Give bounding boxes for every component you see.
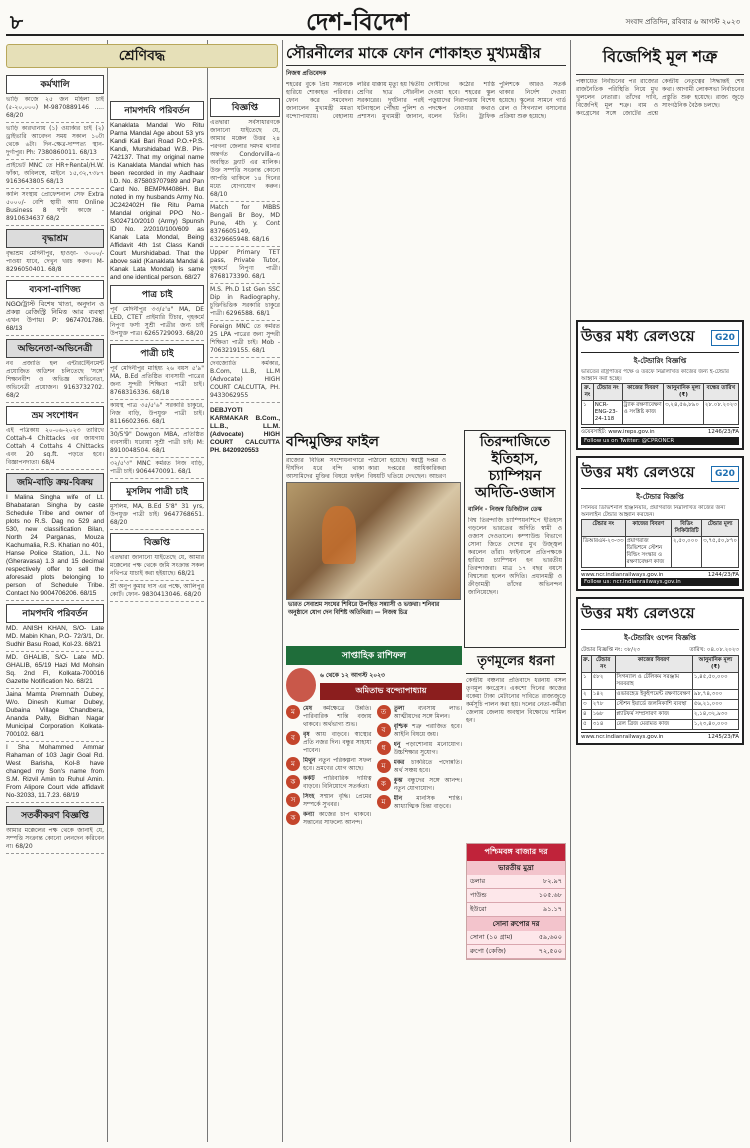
tender-cell: ১,৪৫,৫০,০০০ — [692, 673, 738, 690]
classified-ad: আমার মক্কেলের পক্ষ থেকে জানাই যে, সম্পত্তি সংক্রান্ত কোনো লেনদেন করিবেন না। 68/20 — [6, 827, 104, 854]
rashi-item — [286, 793, 372, 809]
tender-cell: ৫ — [582, 720, 592, 730]
rashi-sign: মেষ — [303, 705, 323, 712]
news-photo — [286, 482, 461, 600]
rate-cell: ৯১.১৭ — [510, 903, 565, 917]
bjp-body: পঞ্চায়েত নির্বাচনের পর রাজ্যের রাজনৈতিক পরিস্থিতি নিয়ে মুখ খুললেন নেতারা। তাঁদের দাবি, বিজেপিই মূল শত্রু। বাম ও কংগ্রেসের সঙ্গে জোটের প্রশ্নে কেন্দ্রীয় নেতৃত্বের সিদ্ধান্তই শেষ কথা। আগামী লোকসভা নির্বাচনের প্রস্তুতি শুরু হয়েছে। রাজ্য জুড়ে সাংগঠনিক বৈঠক চলছে। — [576, 78, 744, 117]
social-strip: Follow us: ncr.indianrailways.gov.in — [581, 578, 739, 586]
social-strip: Follow us on Twitter: @CPRONCR — [581, 437, 739, 445]
gold-rates-table — [467, 931, 565, 959]
tender-cell: ১৪২ — [591, 690, 615, 700]
page-number: ৮ — [10, 10, 23, 34]
classified-banner-title: শ্রেণিবদ্ধ — [6, 44, 278, 68]
tender-footer — [581, 732, 739, 740]
tender-cell: ৩ — [582, 700, 592, 710]
tender-cell: প্রয়াগরাজ ডিভিশনে স্টেশন বিল্ডিং সংস্কার ও রক্ষণাবেক্ষণ কাজ — [625, 537, 671, 568]
tender-row — [582, 700, 739, 710]
tender-ref: 1246/23/FA — [707, 429, 739, 435]
classified-column-3 — [210, 72, 280, 1142]
tender-cell: ২৮.০৮.২০২৩ — [703, 401, 738, 425]
tender-header-cell: ক্র. নং — [582, 384, 594, 401]
rashi-prediction: কাজের চাপ থাকবে। সন্তানের সাফল্যে আনন্দ। — [303, 811, 372, 826]
classified-column-1 — [6, 72, 104, 1142]
rashi-text — [394, 705, 463, 721]
rashi-prediction: চাকরিতে পদোন্নতি। অর্থ সঞ্চয় হবে। — [393, 759, 462, 774]
tender-cell: ৪ — [582, 710, 592, 720]
rashi-item — [377, 723, 463, 739]
rashi-prediction: নতুন পরিকল্পনা সফল হবে। ভ্রমণের যোগ আছে। — [303, 757, 372, 772]
rashi-item — [286, 731, 372, 755]
tender-intro: সিনিয়র ডিভিশনাল ইঞ্জিনিয়ার, প্রয়াগরাজ নিম্নলিখিত কাজের জন্য অনলাইন টেন্ডার আহ্বান করছেন। — [581, 505, 726, 518]
rashi-sign: সিংহ — [303, 793, 320, 800]
tender-title: ই-টেন্ডারিং বিজ্ঞপ্তি — [633, 357, 687, 365]
tender-cell: ৩,৭৫,৫০,৮৭০ — [702, 537, 739, 568]
tender-table — [581, 655, 739, 730]
rashi-prediction: কর্মক্ষেত্রে উন্নতি। পারিবারিক শান্তি বজায় থাকবে। অর্থভাগ্য শুভ। — [303, 705, 372, 728]
tender-cell: ১৬৮ — [591, 710, 615, 720]
zodiac-icon: ক — [377, 777, 391, 791]
prisoner-body: রাজ্যের বিভিন্ন সংশোধনাগারে দীর্ঘদিন ধরে বন্দি থাকা আসামিদের মুক্তির বিষয়ে ফাইল পাঠানো হয়েছে। স্বরাষ্ট্র দপ্তর ও কারা দপ্তরের আধিকারিকরা বিষয়টি খতিয়ে দেখছেন। আচরণ — [286, 457, 446, 480]
sports-story — [464, 430, 566, 648]
rate-row — [467, 903, 565, 917]
rate-row — [467, 875, 565, 889]
tender-header-cell: টেন্ডার নং — [593, 384, 622, 401]
classified-ad: পূর্ব মেদিনীপুর মাহিষ্য ২৬ বয়স ৫'৯" MA, B.Ed প্রতিষ্ঠিত ব্যবসায়ী পাত্রের জন্য সুন্দরী শিক্ষিতা পাত্রী চাই। 8768316336. 68/18 — [110, 365, 204, 400]
tender-row — [582, 720, 739, 730]
classified-ad: কালি সংস্থায় প্রোফেশনাল সেফ Extra ৫০০০/- বেশি স্থায়ী আয় Online Business 8 ঘণ্টা কাজে - 8910634637 68/2 — [6, 191, 104, 226]
bjp-story — [576, 44, 744, 316]
tender-ref: 1244/23/FA — [707, 572, 739, 578]
railway-ad-header — [581, 461, 739, 489]
tender-cell: NCR-ENG-23-24-118 — [593, 401, 622, 425]
category-heading: বিজ্ঞপ্তি — [210, 98, 280, 117]
tender-cell: স্টেশন ইয়ার্ডে জলনিকাশি ব্যবস্থা — [615, 700, 692, 710]
tender-cell: ৩,২৪,৫৬,৮৯০ — [664, 401, 704, 425]
notice-number: টেন্ডার বিজ্ঞপ্তি নং: ৩৮/২৩ — [581, 647, 641, 653]
category-heading: বৃদ্ধাশ্রম — [6, 229, 104, 248]
market-widget-sub2: সোনা রুপোর দর — [467, 917, 565, 931]
railway-ads-column — [576, 320, 744, 1142]
tender-header-cell: আনুমানিক মূল্য (₹) — [692, 656, 738, 673]
category-heading: নামপদবি পরিবর্তন — [6, 604, 104, 623]
advocate-signature: DEBJYOTI KARMAKAR B.Com., LL.B., LL.M. (Advocate) HIGH COURT CALCUTTA PH. 8420920553 — [210, 407, 280, 454]
rashi-text — [303, 731, 372, 755]
zodiac-icon: ক — [286, 775, 300, 789]
rashi-item — [286, 705, 372, 729]
rashi-prediction: সম্মান বৃদ্ধি। প্রেমের সম্পর্কে সুখবর। — [303, 793, 372, 808]
rashi-item — [286, 811, 372, 827]
zodiac-icon: ব — [377, 723, 391, 737]
classified-ad: Upper Primary TET pass, Private Tutor, গৃহকর্মে নিপুণা পাত্রী। 8768173390. 68/1 — [210, 249, 280, 284]
tender-header-cell: বিডিং সিকিউরিটি — [671, 520, 701, 537]
rashi-item — [377, 741, 463, 757]
rashi-text — [394, 795, 463, 811]
rashi-text — [394, 741, 463, 757]
astrologer-avatar — [286, 668, 316, 702]
rashi-prediction: বন্ধুদের সঙ্গে আনন্দ। নতুন যোগাযোগ। — [393, 777, 462, 792]
tender-cell: ৫৬,২১,০০০ — [692, 700, 738, 710]
tender-footer — [581, 427, 739, 437]
tender-website: www.ncr.indianrailways.gov.in — [581, 734, 664, 740]
tender-cell: ২,৫০,০০০ — [671, 537, 701, 568]
classified-ad: শ্রী অনুপ কুমার দাস এর পক্ষে, আলিপুর কোর্ট। ফোন- 9830413046. 68/20 — [110, 583, 204, 602]
classified-ad: I Malina Singha wife of Lt. Bhabataran Singha by caste Schedule Tribe and owner of plots no R.S. Dag no 529 and 530, new classification Bilan, North 24 Parganas, Mouza Kachumalia, R.S. Khatian no 401, Hanse Police Station, J.L. No (Gheravasa) 1.3 and 15 decimal respectively offer to sell the aforesaid plots belonging to person of Schedule Tribe. Contact No 9004706206. 68/15 — [6, 494, 104, 601]
tender-header-cell: টেন্ডার নং — [591, 656, 615, 673]
classified-ad: Match for MBBS Bengali Br Boy, MD Pune, 4th y. Cont 8376605149, 6329665948. 68/16 — [210, 204, 280, 247]
astrologer-name: অমিতাভ বন্দ্যোপাধ্যায় — [320, 683, 462, 700]
classified-ad: M.S. Ph.D 1st Gen SSC Dip in Radiography, চুক্তিভিত্তিক সরকারি চাকুরে পাত্রী। 6296588. 68/1 — [210, 286, 280, 321]
tender-header-cell: টেন্ডার মূল্য — [702, 520, 739, 537]
category-heading: ভ্রম সংশোধন — [6, 406, 104, 425]
classified-ad: পূর্ব মেদিনীপুর ৩৩/৫'৪" MA, DE LED, CTET প্রাইমারি টিচার, গৃহকর্মে নিপুণা ফর্সা সুশ্রী পাত্রীর জন্য চাই উপযুক্ত পাত্র। 6265729093. 68/20 — [110, 306, 204, 341]
classified-ad: ভাড়ি কাজে ২৫ জন মহিলা চাই (৫-২০,০০০) M-9870889146 ..... 68/20 — [6, 96, 104, 123]
railway-name: উত্তর মধ্য রেলওয়ে — [581, 463, 695, 481]
classified-ad: এতদ্বারা সর্বসাধারণকে জানানো যাইতেছে যে, আমার মক্কেল উত্তর ২৪ পরগনা জেলার দমদম থানার অন্তর্গত Condorvilla-এ অবস্থিত ফ্ল্যাট এর মালিক। উক্ত সম্পত্তি সংক্রান্ত কোনো আপত্তি থাকিলে ১৪ দিনের মধ্যে যোগাযোগ করুন। 68/10 — [210, 119, 280, 202]
tender-header-cell: কাজের বিবরণ — [622, 384, 663, 401]
tender-ref: 1245/23/FA — [707, 734, 739, 740]
column-rule — [570, 40, 571, 1142]
g20-logo-icon: G20 — [711, 330, 739, 346]
rashi-sign: তুলা — [393, 705, 418, 712]
tender-cell: ৩১৪ — [591, 720, 615, 730]
rate-cell: ৭২,৫০০ — [528, 945, 565, 959]
tender-website: ওয়েবসাইট: www.ireps.gov.in — [581, 429, 655, 435]
category-heading: কর্মখালি — [6, 75, 104, 94]
rashi-text — [303, 793, 372, 809]
classified-ad: Jaina Mamta Premnath Dubey, W/o. Dinesh Kumar Dubey, Dubaina Village 'Chandbera, Ananda Palty, Bidhan Nagar Municipal Corporation Kolkata-700102. 68/1 — [6, 691, 104, 742]
railway-tender-ad — [576, 597, 744, 745]
category-heading: পাত্রী চাই — [110, 344, 204, 363]
tender-cell: প্ল্যাটফর্ম সম্প্রসারণ কাজ — [615, 710, 692, 720]
currency-rates-table — [467, 875, 565, 917]
classified-ad: NGO/ট্রাস্ট বিশেষ খাতা, অনুদান ও প্রকল্প রেজিস্ট্রি নিমিত্ত আর ব্যবস্থা এখন উপায়। P: 9674701786. 68/13 — [6, 301, 104, 336]
railway-name: উত্তর মধ্য রেলওয়ে — [581, 327, 695, 345]
railway-name: উত্তর মধ্য রেলওয়ে — [581, 604, 695, 622]
rashifal-section — [286, 646, 462, 1142]
tender-table — [581, 383, 739, 425]
classified-ad: নব প্রজাতি হল এন্টারটেইনমেন্ট প্রযোজিত অডিশন চলিতেছে 'সঙ্গে' শিক্ষানবীশ ও অভিজ্ঞ অভিনেতা, অভিনেত্রী প্রয়োজন। 9163732702. 68/2 — [6, 360, 104, 403]
lead-story — [286, 44, 566, 424]
rate-cell: ডলার — [467, 875, 510, 889]
tmc-body: কেন্দ্রীয় বঞ্চনার প্রতিবাদে ধরনায় বসল তৃণমূল কংগ্রেস। একশো দিনের কাজের বকেয়া টাকা মেটানোর দাবিতে রাজ্যজুড়ে কর্মসূচি পালন করা হয়। দলের নেতা-কর্মীরা জেলায় জেলায় অবস্থান বিক্ষোভে শামিল হন। — [466, 677, 566, 724]
tender-cell: ১ — [582, 673, 592, 690]
rashi-sign: বৃশ্চিক — [393, 723, 413, 730]
lead-body: শহরের বুকে প্রিয় সন্তানকে হারিয়ে শোকাহত পরিবার। ফোন করে সমবেদনা জানালেন মুখ্যমন্ত্রী মমতা বন্দ্যোপাধ্যায়। বেহালায় লরির ধাক্কায় মৃত্যু হয় দ্বিতীয় শ্রেণির ছাত্র সৌরনীল সরকারের। দুর্ঘটনার পরই ঘটনাস্থলে পৌঁছয় পুলিশ ও প্রশাসন। মুখ্যমন্ত্রী জানান, দোষীদের কঠোর শাস্তি দেওয়া হবে। শহরের স্কুল পড়ুয়াদের নিরাপত্তায় বিশেষ পদক্ষেপ নেওয়ার কথাও বলেন তিনি। ট্রাফিক পুলিশকে আরও সতর্ক থাকার নির্দেশ দেওয়া হয়েছে। স্কুলের সামনে গার্ড রেল ও সিগন্যাল বসানোর প্রক্রিয়া শুরু হয়েছে। — [286, 81, 566, 120]
category-heading: বিজ্ঞপ্তি — [110, 533, 204, 552]
rashi-sign: মিথুন — [303, 757, 319, 764]
tender-header-row — [582, 520, 739, 537]
prisoner-story — [286, 430, 446, 480]
news-photo-block — [286, 482, 461, 642]
tender-header-cell: টেন্ডার নং — [582, 520, 626, 537]
tender-table — [581, 519, 739, 568]
classified-ad: এই পত্রিকায় ২০-০৬-২০২৩ তারিখে Cottah-4 Chittacks এর জায়গায় Cottah 4 Cottahs 4 Chittacks এবং 20 sq.ft. পড়তে হবে। বিজ্ঞাপনদাতা। 68/4 — [6, 427, 104, 470]
rashi-prediction: মানসিক শান্তি। আধ্যাত্মিক চিন্তা বাড়বে। — [393, 795, 462, 810]
market-widget-sub1: ভারতীয় মুদ্রা — [467, 861, 565, 875]
classified-ad: এতদ্বারা জানানো যাইতেছে যে, আমার মক্কেলের পক্ষ থেকে জমি সংক্রান্ত সকল নথিপত্র যাচাই করা হইয়াছে। 68/21 — [110, 554, 204, 581]
railway-tender-ad — [576, 456, 744, 591]
rashi-prediction: পড়াশোনায় মনোযোগ। উচ্চশিক্ষার সুযোগ। — [393, 741, 462, 756]
tender-title: ই-টেন্ডার বিজ্ঞপ্তি — [636, 493, 684, 501]
column-rule — [107, 40, 108, 1142]
rashifal-header — [286, 668, 462, 702]
tender-cell: ২৭৮ — [591, 700, 615, 710]
rashi-sign: কর্কট — [303, 775, 324, 782]
column-rule — [282, 40, 283, 1142]
rashi-list — [286, 705, 462, 827]
classified-ad: 30/5'9" Dowgon MBA, প্রতিষ্ঠিত ব্যবসায়ী। ঘরোয়া সুশ্রী পাত্রী চাই। M: 8910048504. 68/1 — [110, 431, 204, 458]
rate-row — [467, 945, 565, 959]
rate-cell: পাউন্ড — [467, 889, 510, 903]
tender-cell: ৯৮,৭৪,৩০০ — [692, 690, 738, 700]
notice-line — [581, 646, 739, 655]
classified-ad: প্রাইভেট MNC তে HR+Rental/H.W. ফাঁকা, অবিলম্বে, মাইনে ১৫,৩২,৭৩৮৭ 9163643805 68/13 — [6, 162, 104, 189]
rashi-text — [394, 777, 463, 793]
zodiac-icon: স — [286, 793, 300, 807]
classified-column-2 — [110, 98, 204, 1142]
lead-byline: নিজস্ব প্রতিবেদক — [286, 70, 327, 77]
rashi-prediction: পারিবারিক দায়িত্ব বাড়বে। বিনিয়োগে সতর্কতা। — [303, 775, 372, 790]
rashifal-title: সাপ্তাহিক রাশিফল — [286, 646, 462, 665]
tender-cell: ট্র্যাক রক্ষণাবেক্ষণ ও সংশ্লিষ্ট কাজ — [622, 401, 663, 425]
zodiac-icon: ম — [377, 759, 391, 773]
tender-cell: ওভারহেড ইকুইপমেন্ট রক্ষণাবেক্ষণ — [615, 690, 692, 700]
tender-website: www.ncr.indianrailways.gov.in — [581, 572, 664, 578]
zodiac-icon: ত — [377, 705, 391, 719]
tender-header-cell: কাজের বিবরণ — [625, 520, 671, 537]
tender-cell: ২ — [582, 690, 592, 700]
rashi-item — [286, 775, 372, 791]
rate-cell: ৮২.৯৭ — [510, 875, 565, 889]
rashi-sign: কন্যা — [303, 811, 319, 818]
rate-cell: ১০৫.৬৮ — [510, 889, 565, 903]
market-widget-title: পশ্চিমবঙ্গ বাজার দর — [467, 844, 565, 861]
classified-ad: ভাড়ি কারখানায় (১) ওয়ার্কার চাই (২) ড্রাইভারি আবেদন সময় সকাল ১০টা থেকে ৬টা। দিন-ক্ষেত্র-দাম্পত্য স্থান-দুর্গাপুর। Ph: 7380860011. 68/13 — [6, 125, 104, 160]
rashi-text — [303, 705, 372, 729]
classified-ad: Kanaklata Mandal Wo Ritu Parna Mandal Age about 53 yrs Kandi Kali Bari Road P.O.+P.S. Kandi, Murshidabad W.B. Pin-742137. That my original name is Kanaklata Mandal which has been recorded in my Aadhaar I.D. No. 875803707989 and Pan Card No. BEMPM4086H. But noted in my husbands Army No. JC242402H file Ritu Parna Mandal original PPO No.- S/024710/2010 (Army) Spunsh ID No. 2/2010/100/609 as Kanak Lata Mondal, Being Affidavit 4th 1st Class Kandi Court Murshidabad. That the above said (Kanaklata Mandal & Kanak Lata Mondal) is same and one identical person. 68/27 — [110, 122, 204, 281]
tender-cell: ১ — [582, 401, 594, 425]
rashi-prediction: ব্যবসায় লাভ। আত্মীয়দের সঙ্গে মিলন। — [393, 705, 462, 720]
sports-dateline: বার্লিন - নিজস্ব ডিজিটাল ডেস্ক — [468, 506, 542, 513]
classified-ad: দেবজ্যোতি কর্মকার, B.Com, LL.B, LL.M (Advocate) HIGH COURT CALCUTTA, PH. 9433062955 — [210, 360, 280, 403]
rashi-text — [394, 759, 463, 775]
rashi-item — [377, 795, 463, 811]
tender-header-row — [582, 656, 739, 673]
rashi-sign: মীন — [393, 795, 417, 802]
tender-row — [582, 401, 739, 425]
category-heading: সতর্কীকরণ বিজ্ঞপ্তি — [6, 806, 104, 825]
tender-footer — [581, 570, 739, 578]
tender-row — [582, 537, 739, 568]
notice-date: তারিখ: ০৪.০৮.২০২৩ — [689, 647, 739, 653]
classified-ad: MD. ANISH KHAN, S/O- Late MD. Mabin Khan, P.O- 72/3/1, Dr. Sudhir Basu Road, Kol-23. 68/21 — [6, 625, 104, 652]
classified-ad: Foreign MNC তে কর্মরত 25 LPA পাত্রের জন্য সুন্দরী শিক্ষিতা পাত্রী চাই। Mob - 7063219155. 68/1 — [210, 323, 280, 358]
rashi-sign: ধনু — [393, 741, 406, 748]
classified-banner — [6, 44, 278, 68]
tender-cell: ৫৮২ — [591, 673, 615, 690]
lead-headline: সৌরনীলের মাকে ফোন শোকাহত মুখ্যমন্ত্রীর — [286, 44, 566, 66]
rashi-sign: বৃষ — [303, 731, 316, 738]
rashi-text — [394, 723, 463, 739]
rate-cell: সোনা (১০ গ্রাম) — [467, 931, 528, 945]
rate-row — [467, 889, 565, 903]
tmc-headline: তৃণমূলের ধরনা — [466, 652, 566, 674]
tender-row — [582, 690, 739, 700]
classified-ad: মুসলিম, MA, B.Ed 5'8" 31 yrs, উপযুক্ত পাত্রী চাই। 9647768651. 68/20 — [110, 503, 204, 530]
category-heading: জমি-বাড়ি ক্রয়-বিক্রয় — [6, 473, 104, 492]
rashi-item — [377, 705, 463, 721]
prisoner-headline: বন্দিমুক্তির ফাইল — [286, 430, 446, 455]
railway-ad-header — [581, 602, 739, 630]
classified-ad: I Sha Mohammed Ammar Rahaman of 103 Jagir Goal Rd. West Barisha, Kol-8 have changed my Son's name from S.M. Rizvil Amin to Ruhul Amin. From Alipore Court vide affidavit No-32033, 11.7.23. 68/19 — [6, 744, 104, 803]
railway-ad-header — [581, 325, 739, 353]
zodiac-icon: ম — [286, 705, 300, 719]
rashi-prediction: শত্রু পরাজিত হবে। আইনি বিষয়ে জয়। — [393, 723, 462, 738]
tender-header-cell: বন্ধের তারিখ — [703, 384, 738, 401]
market-widget — [466, 843, 566, 960]
column-rule — [207, 40, 208, 1142]
category-heading: নামপদবি পরিবর্তন — [110, 101, 204, 120]
rashi-sign: মকর — [393, 759, 412, 766]
category-heading: অভিনেতা-অভিনেত্রী — [6, 339, 104, 358]
tender-header-row — [582, 384, 739, 401]
tmc-story — [466, 652, 566, 1142]
tender-intro: ভারতের রাষ্ট্রপতির পক্ষে ও তরফে নিম্নলিখিত কাজের জন্য ই-টেন্ডার আহ্বান করা হচ্ছে। — [581, 369, 729, 382]
tender-cell: ডিআরএম-২৩-৩৩ — [582, 537, 626, 568]
zodiac-icon: ম — [377, 795, 391, 809]
section-title: দেশ-বিদেশ — [306, 7, 410, 36]
tender-header-cell: ক্র. — [582, 656, 592, 673]
tender-header-cell: কাজের বিবরণ — [615, 656, 692, 673]
rashifal-date-range: ৬ থেকে ১২ আগস্ট ২০২৩ — [320, 672, 385, 679]
photo-caption: ভারত সেবাশ্রম সংঘের শিবিরে উপস্থিত সন্ন্যাসী ও ভক্তরা। শনিবার অনুষ্ঠানে যোগ দেন বিশিষ্ট অতিথিরা। — নিজস্ব চিত্র — [288, 602, 440, 616]
classified-ad: কায়স্থ পাত্র ৩৫/৫'৬" সরকারি চাকুরে, নিজ বাড়ি, উপযুক্ত পাত্রী চাই। 8116602366. 68/1 — [110, 402, 204, 429]
sports-body: বিশ্ব তিরন্দাজি চ্যাম্পিয়নশিপে ইতিহাস গড়লেন ভারতের অদিতি স্বামী ও ওজাস দেওতালে। কম্পাউন্ড বিভাগে সোনা জিতে দেশের মুখ উজ্জ্বল করলেন তাঁরা। ফাইনালে প্রতিপক্ষকে হারিয়ে চ্যাম্পিয়ন হন ভারতীয় তিরন্দাজরা। মাত্র ১৭ বছর বয়সে বিশ্বসেরা হলেন অদিতি। প্রধানমন্ত্রী ও ক্রীড়ামন্ত্রী তাঁদের অভিনন্দন জানিয়েছেন। — [468, 517, 562, 596]
tender-cell: ২,১৪,৩২,৯৩০ — [692, 710, 738, 720]
masthead — [6, 4, 744, 36]
bjp-headline: বিজেপিই মূল শত্রু — [576, 44, 744, 75]
date-line: সংবাদ প্রতিদিন, রবিবার ৬ আগস্ট ২০২৩ — [625, 18, 740, 26]
tender-cell: সিগন্যাল ও টেলিকম সরঞ্জাম সরবরাহ — [615, 673, 692, 690]
rate-cell: রুপো (কেজি) — [467, 945, 528, 959]
classified-ad: বৃদ্ধাশ্রম মেদিনীপুর, হাওড়া- ৩০০০/- পাওয়া যাবে, দেখুন খরচ করুন। M- 8296050401. 68/8 — [6, 250, 104, 277]
tender-cell: ১,২৩,৪০,০০০ — [692, 720, 738, 730]
rashi-prediction: আয় বাড়বে। স্বাস্থ্যের প্রতি নজর দিন। বন্ধুর সাহায্য পাবেন। — [303, 731, 372, 754]
rashi-item — [286, 757, 372, 773]
tender-title: ই-টেন্ডারিং ওপেন বিজ্ঞপ্তি — [624, 634, 696, 642]
rashi-text — [303, 775, 372, 791]
zodiac-icon: ক — [286, 811, 300, 825]
railway-tender-ad — [576, 320, 744, 450]
zodiac-icon: ধ — [377, 741, 391, 755]
rate-cell: ইউরো — [467, 903, 510, 917]
zodiac-icon: ব — [286, 731, 300, 745]
rate-row — [467, 931, 565, 945]
g20-logo-icon: G20 — [711, 466, 739, 482]
rashi-text — [303, 757, 372, 773]
classified-ad: MD. GHALIB, S/O- Late MD. GHALIB, 65/19 Hazi Md Mohsin Sq. 2nd Fl, Kolkata-700016 Gazette Notification No. 68/21 — [6, 654, 104, 689]
rate-cell: ৫৯,৬০০ — [528, 931, 565, 945]
rashi-text — [303, 811, 372, 827]
category-heading: পাত্র চাই — [110, 285, 204, 304]
sports-headline: তিরন্দাজিতে ইতিহাস, চ্যাম্পিয়ন অদিতি-ওজাস — [475, 434, 555, 501]
classified-ad: ৩২/৫'৩" MNC কর্মরত নিজ বাড়ি, পাত্রী চাই। 9064470091. 68/1 — [110, 460, 204, 479]
category-heading: মুসলিম পাত্রী চাই — [110, 482, 204, 501]
rashi-item — [377, 759, 463, 775]
tender-cell: রেল ব্রিজ মেরামত কাজ — [615, 720, 692, 730]
tender-row — [582, 673, 739, 690]
rashi-item — [377, 777, 463, 793]
rashi-sign: কুম্ভ — [393, 777, 408, 784]
zodiac-icon: ম — [286, 757, 300, 771]
tender-row — [582, 710, 739, 720]
tender-header-cell: আনুমানিক মূল্য (₹) — [664, 384, 704, 401]
category-heading: ব্যবসা-বাণিজ্য — [6, 280, 104, 299]
